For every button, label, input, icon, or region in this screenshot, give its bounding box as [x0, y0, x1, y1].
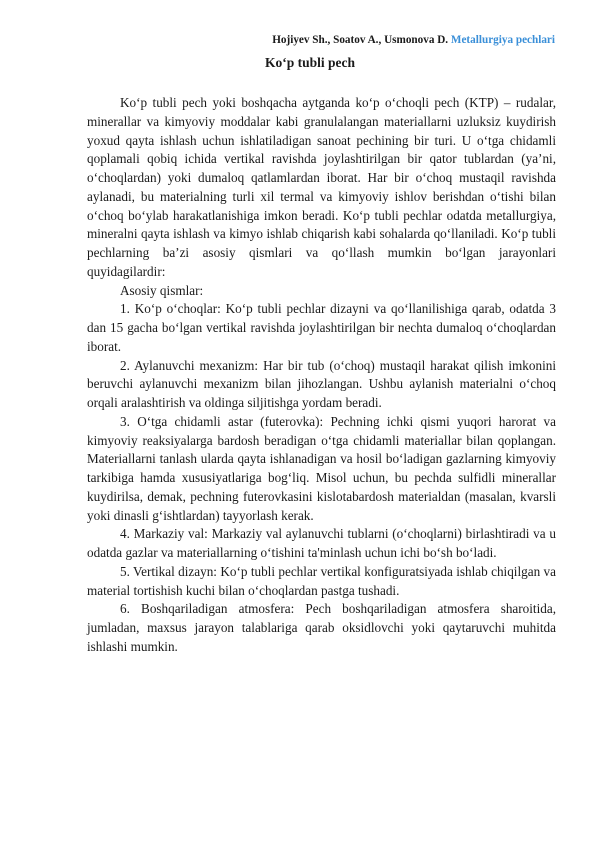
- list-item-vertical-design: 5. Vertikal dizayn: Ko‘p tubli pechlar vertikal konfiguratsiyada ishlab chiqilgan va material tortishish kuchi bilan o‘choqlardan pastga tushadi.: [87, 563, 556, 598]
- body-text: [87, 94, 556, 657]
- list-item-refractory-lining: 3. O‘tga chidamli astar (futerovka): Pechning ichki qismi yuqori harorat va kimyoviy reaksiyalarga bardosh beradigan o‘tga chidamli materiallar bilan qoplangan. Materiallarni tanlash ularda qayta ishlanadigan va hosil bo‘ladigan gazlarning kimyoviy tarkibiga hamda xususiyatlariga bog‘liq. Misol uchun, bu pechda sulfidli minerallar kuydirilsa, demak, pechning futerovkasini kislotabardosh materialdan (masalan, kvarsli yoki dinasli g‘ishtlardan) tayyorlash kerak.: [87, 413, 556, 523]
- paragraph-intro: Ko‘p tubli pech yoki boshqacha aytganda ko‘p o‘choqli pech (KTP) – rudalar, minerallar va kimyoviy moddalar kabi granulalangan materiallarni uzluksiz kuydirish yoxud qayta ishlash uchun ishlatiladigan sanoat pechining bir turi. U o‘tga chidamli qoplamali qobiq ichida vertikal ravishda joylashtirilgan bir qator tublardan (ya’ni, o‘choqlardan) yoki dumaloq qatlamlardan iborat. Har bir o‘choq mustaqil ravishda aylanadi, bu materialning turli xil termal va kimyoviy ishlov berishdan o‘tishi bilan o‘choq bo‘ylab harakatlanishiga imkon beradi. Ko‘p tubli pechlar odatda metallurgiya, mineralni qayta ishlash va kimyo ishlab chiqarish kabi sohalarda qo‘llaniladi. Ko‘p tubli pechlarning ba’zi asosiy qismlari va qo‘llash mumkin bo‘lgan jarayonlari quyidagilardir:: [87, 95, 556, 279]
- running-header: [272, 34, 555, 46]
- list-item-multiple-hearths: 1. Ko‘p o‘choqlar: Ko‘p tubli pechlar dizayni va qo‘llanilishiga qarab, odatda 3 dan 15 gacha bo‘lgan vertikal ravishda joylashtirilgan bir nechta dumaloq o‘choqlardan iborat.: [87, 301, 556, 354]
- header-book-title: Metallurgiya pechlari: [450, 34, 555, 46]
- header-authors: Hojiyev Sh., Soatov A., Usmonova D.: [272, 34, 449, 46]
- list-item-rotating-mechanism: 2. Aylanuvchi mexanizm: Har bir tub (o‘choq) mustaqil harakat qilish imkonini beruvchi aylanuvchi mexanizm bilan jihozlangan. Ushbu aylanish materialni o‘choq orqali aralashtirish va oldinga siljitishga yordam beradi.: [87, 357, 556, 410]
- section-title: Ko‘p tubli pech: [264, 55, 356, 70]
- list-item-controlled-atmosphere: 6. Boshqariladigan atmosfera: Pech boshqariladigan atmosfera sharoitida, jumladan, maxsus jarayon talablariga qarab oksidlovchi yoki qaytaruvchi muhitda ishlashi mumkin.: [87, 601, 556, 654]
- list-item-central-shaft: 4. Markaziy val: Markaziy val aylanuvchi tublarni (o‘choqlarni) birlashtiradi va u odatda gazlar va materiallarning o‘tishini ta'minlash uchun ichi bo‘sh bo‘ladi.: [87, 526, 556, 560]
- paragraph-parts-heading: Asosiy qismlar:: [120, 282, 204, 298]
